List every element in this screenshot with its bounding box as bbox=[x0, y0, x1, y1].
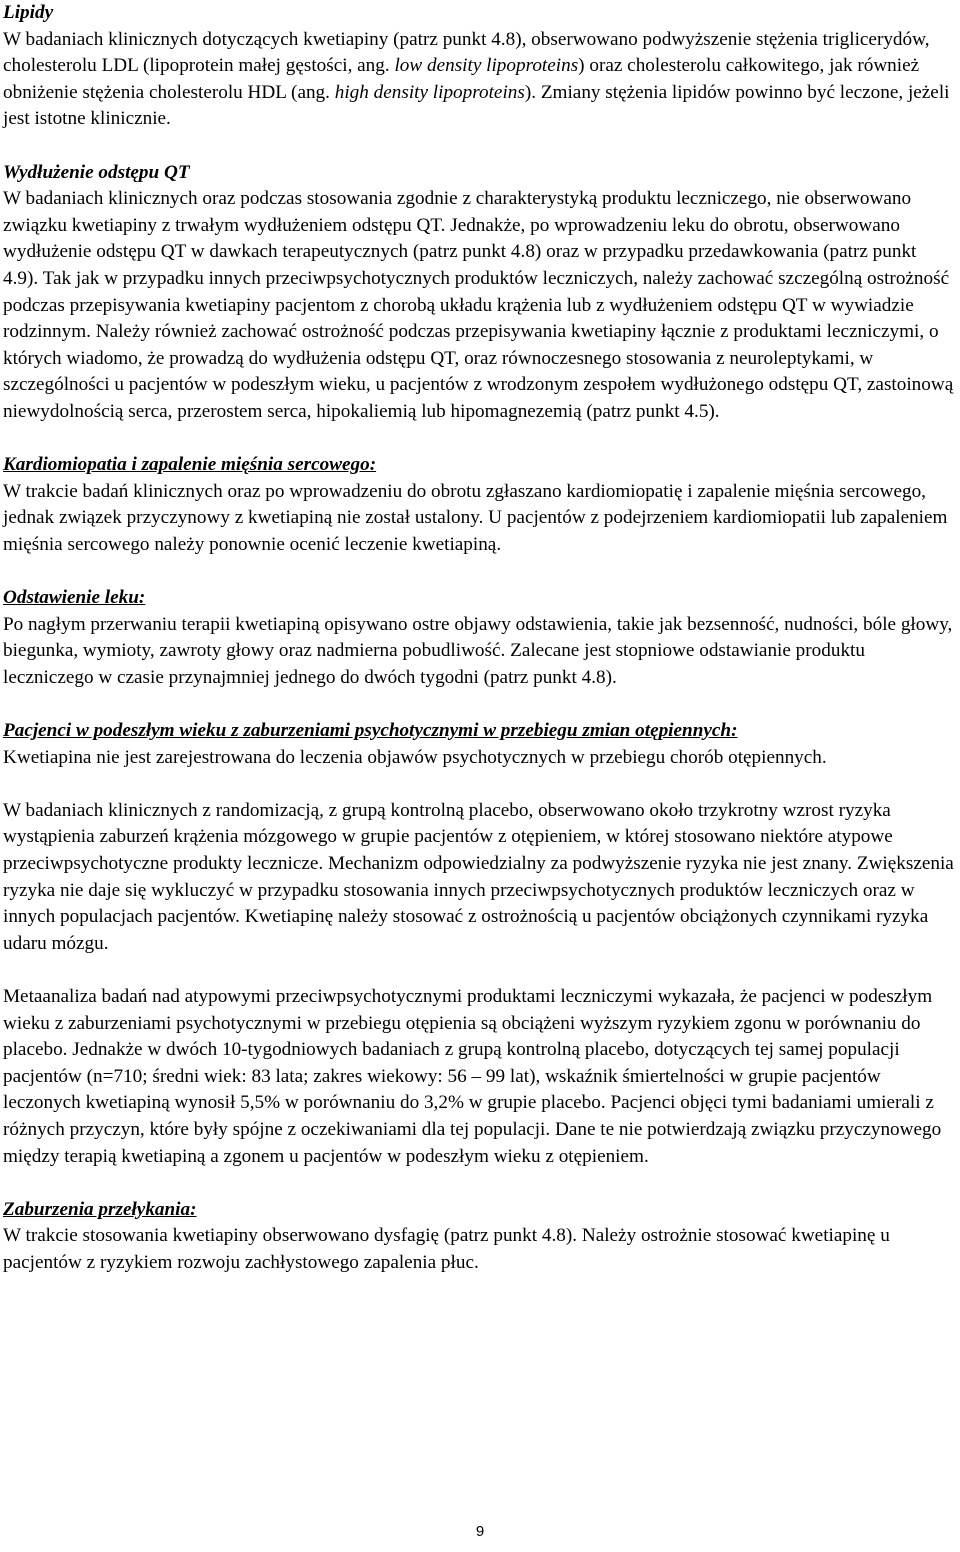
lipids-text-1: W badaniach klinicznych dotyczących kwetiapiny (patrz punkt 4.8), obserwowano podwyższenie stężenia triglicerydów, cholesterolu LDL (lipoprotein małej gęstości, ang. bbox=[3, 28, 930, 77]
section-dysphagia bbox=[3, 1197, 955, 1277]
section-withdrawal bbox=[3, 585, 955, 691]
section-cardiomyopathy bbox=[3, 452, 955, 558]
paragraph-withdrawal: Po nagłym przerwaniu terapii kwetiapiną opisywano ostre objawy odstawienia, takie jak bezsenność, nudności, bóle głowy, biegunka, wymioty, zawroty głowy oraz nadmierna pobudliwość. Zalecane jest stopniowe odstawianie produktu leczniczego w czasie przynajmniej jednego do dwóch tygodni (patrz punkt 4.8). bbox=[3, 613, 953, 688]
lipids-italic-ldl: low density lipoproteins bbox=[394, 55, 579, 77]
paragraph-elderly-3: Metaanaliza badań nad atypowymi przeciwpsychotycznymi produktami leczniczymi wykazała, że pacjenci w podeszłym wieku z zaburzeniami psychotycznymi w przebiegu otępienia są obciążeni wyższym ryzykiem zgonu w porównaniu do placebo. Jednakże w dwóch 10-tygodniowych badaniach z grupą kontrolną placebo, dotyczących tej samej populacji pacjentów (n=710; średni wiek: 83 lata; zakres wiekowy: 56 – 99 lat), wskaźnik śmiertelności w grupie pacjentów leczonych kwetiapiną wynosił 5,5% w porównaniu do 3,2% w grupie placebo. Pacjenci objęci tymi badaniami umierali z różnych przyczyn, które były spójne z oczekiwaniami dla tej populacji. Dane te nie potwierdzają związku przyczynowego między terapią kwetiapiną a zgonem u pacjentów w podeszłym wieku z otępieniem. bbox=[3, 985, 942, 1167]
lipids-italic-hdl: high density lipoproteins bbox=[334, 81, 525, 103]
paragraph-cardiomyopathy: W trakcie badań klinicznych oraz po wprowadzeniu do obrotu zgłaszano kardiomiopatię i zapalenie mięśnia sercowego, jednak związek przyczynowy z kwetiapiną nie został ustalony. U pacjentów z podejrzeniem kardiomiopatii lub zapaleniem mięśnia sercowego należy ponownie ocenić leczenie kwetiapiną. bbox=[3, 480, 948, 555]
lipids-text-3: ). Zmiany stężenia lipidów powinno być leczone, jeżeli jest istotne klinicznie. bbox=[3, 81, 950, 130]
heading-withdrawal: Odstawienie leku: bbox=[3, 587, 146, 609]
paragraph-qt: W badaniach klinicznych oraz podczas stosowania zgodnie z charakterystyką produktu leczniczego, nie obserwowano związku kwetiapiny z trwałym wydłużeniem odstępu QT. Jednakże, po wprowadzeniu leku do obrotu, obserwowano wydłużenie odstępu QT w dawkach terapeutycznych (patrz punkt 4.8) oraz w przypadku przedawkowania (patrz punkt 4.9). Tak jak w przypadku innych przeciwpsychotycznych produktów leczniczych, należy zachować szczególną ostrożność podczas przepisywania kwetiapiny pacjentom z chorobą układu krążenia lub z wydłużeniem odstępu QT w wywiadzie rodzinnym. Należy również zachować ostrożność podczas przepisywania kwetiapiny łącznie z produktami leczniczymi, o których wiadomo, że prowadzą do wydłużenia odstępu QT, oraz równoczesnego stosowania z neuroleptykami, w szczególności u pacjentów w podeszłym wieku, u pacjentów z wrodzonym zespołem wydłużonego odstępu QT, zastoinową niewydolnością serca, przerostem serca, hipokaliemią lub hipomagnezemią (patrz punkt 4.5). bbox=[3, 188, 954, 422]
section-lipids bbox=[3, 0, 955, 133]
paragraph-dysphagia: W trakcie stosowania kwetiapiny obserwowano dysfagię (patrz punkt 4.8). Należy ostrożnie stosować kwetiapinę u pacjentów z ryzykiem rozwoju zachłystowego zapalenia płuc. bbox=[3, 1225, 890, 1273]
heading-dysphagia: Zaburzenia przełykania: bbox=[3, 1198, 197, 1220]
paragraph-elderly-2: W badaniach klinicznych z randomizacją, z grupą kontrolną placebo, obserwowano około trzykrotny wzrost ryzyka wystąpienia zaburzeń krążenia mózgowego w grupie pacjentów z otępieniem, w której stosowano niektóre atypowe przeciwpsychotyczne produkty lecznicze. Mechanizm odpowiedzialny za podwyższenie ryzyka nie jest znany. Zwiększenia ryzyka nie daje się wykluczyć w przypadku stosowania innych przeciwpsychotycznych produktów leczniczych oraz w innych populacjach pacjentów. Kwetiapinę należy stosować z ostrożnością u pacjentów obciążonych czynnikami ryzyka udaru mózgu. bbox=[3, 799, 954, 954]
paragraph-lipids bbox=[3, 27, 955, 133]
heading-qt: Wydłużenie odstępu QT bbox=[3, 161, 190, 183]
section-elderly-dementia bbox=[3, 718, 955, 1170]
heading-cardiomyopathy: Kardiomiopatia i zapalenie mięśnia sercowego: bbox=[3, 454, 377, 476]
paragraph-elderly-1: Kwetiapina nie jest zarejestrowana do leczenia objawów psychotycznych w przebiegu chorób otępiennych. bbox=[3, 746, 827, 768]
heading-elderly-dementia: Pacjenci w podeszłym wieku z zaburzeniami psychotycznymi w przebiegu zmian otępiennych: bbox=[3, 720, 738, 742]
lipids-text-2: ) oraz cholesterolu całkowitego, jak również obniżenie stężenia cholesterolu HDL (ang. bbox=[3, 55, 920, 103]
document-page bbox=[3, 0, 955, 1277]
page-number: 9 bbox=[475, 1523, 485, 1540]
section-qt bbox=[3, 160, 955, 426]
heading-lipids: Lipidy bbox=[3, 2, 54, 23]
